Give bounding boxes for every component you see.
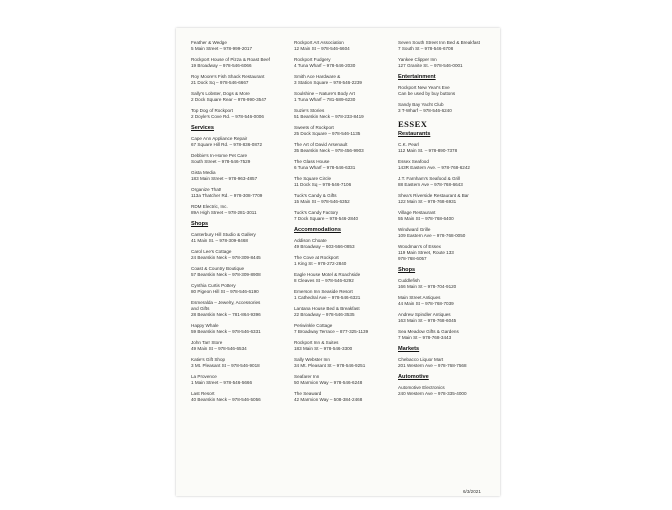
column-middle xyxy=(294,40,396,408)
listing-name: Soulshine – Nature's Body Art xyxy=(294,91,355,96)
listing-name: Cynthia Curtis Pottery xyxy=(191,283,236,288)
listing-name: Sweets of Rockport xyxy=(294,125,334,130)
listing-name: RDM Electric, Inc. xyxy=(191,204,228,209)
listing-address: South Street – 978-546-7529 xyxy=(191,159,251,164)
listing-entry xyxy=(294,289,396,301)
listing-address: 122 Main St – 978-768-6931 xyxy=(398,199,457,204)
listing-address: 7 Dock Square – 978-546-2840 xyxy=(294,216,359,221)
listing-name: Top Dog of Rockport xyxy=(191,108,233,113)
listing-name: Cape Ann Appliance Repair xyxy=(191,136,248,141)
listing-address: 163 Main St – 978-768-6045 xyxy=(398,318,457,323)
listing-entry xyxy=(294,74,396,86)
listing-entry xyxy=(294,159,396,171)
listing-entry xyxy=(398,142,498,154)
listing-entry xyxy=(294,272,396,284)
listing-address: 1 Tuna Wharf – 781-589-6230 xyxy=(294,97,356,102)
listing-address: 127 Granite St. – 978-546-0001 xyxy=(398,63,463,68)
listing-name: Carol Lee's Cottage xyxy=(191,249,232,254)
listing-entry xyxy=(191,204,291,216)
listing-name: Sandy Bay Yacht Club xyxy=(398,102,444,107)
listing-entry xyxy=(398,102,498,114)
listing-entry xyxy=(398,57,498,69)
listing-address: 55 Main St – 978-768-6400 xyxy=(398,216,454,221)
listing-entry xyxy=(191,266,291,278)
listing-address: 166 Main St – 978-704-9120 xyxy=(398,284,457,289)
listing-entry xyxy=(398,385,498,397)
listing-address: 5 Main Street – 978-999-2017 xyxy=(191,46,253,51)
listing-name: Sally Webster Inn xyxy=(294,357,330,362)
listing-entry xyxy=(398,40,498,52)
listing-name: The Glass House xyxy=(294,159,330,164)
listing-address: 67 Square Hill Rd. – 978-836-0872 xyxy=(191,142,262,147)
listing-name: Shea's Riverside Restaurant & Bar xyxy=(398,193,469,198)
listing-name: Seafarer Inn xyxy=(294,374,320,379)
listing-address: 88 Eastern Ave – 978-768-6643 xyxy=(398,182,463,187)
listing-address: 2 Doyle's Cove Rd. – 978-546-0006 xyxy=(191,114,264,119)
listing-address: 40 Bearskin Neck – 978-546-5056 xyxy=(191,397,261,402)
listing-address: 50 Marmion Way – 978-546-6248 xyxy=(294,380,363,385)
listing-name: Tuck's Candy Factory xyxy=(294,210,339,215)
listing-address: 240 Western Ave – 978-335-4000 xyxy=(398,391,467,396)
listing-address: 35 Bearskin Neck – 978-456-9903 xyxy=(294,148,364,153)
listing-entry xyxy=(294,193,396,205)
listing-address: Can be used by buy buttons xyxy=(398,91,456,96)
listing-address: 7 Main St – 978-768-3443 xyxy=(398,335,452,340)
listing-address: 44 Main St – 978-768-7039 xyxy=(398,301,454,306)
listing-name: Last Resort xyxy=(191,391,215,396)
listing-name: Eagle House Motel & Roachside xyxy=(294,272,361,277)
listing-name: Windward Grille xyxy=(398,227,431,232)
listing-name: Main Street Antiques xyxy=(398,295,441,300)
listing-name: Automotive Electronics xyxy=(398,385,445,390)
listing-address: 3 Station Square – 978-546-2239 xyxy=(294,80,362,85)
listing-name: Andrew Spindler Antiques xyxy=(398,312,451,317)
listing-address: 80 Pigeon Hill St – 978-546-6190 xyxy=(191,289,259,294)
listing-entry xyxy=(191,374,291,386)
listing-entry xyxy=(191,232,291,244)
listing-entry xyxy=(191,300,291,318)
listing-name: Seven South Street Inn Bed & Breakfast xyxy=(398,40,480,45)
listing-address: 3 Mt. Pleasant St – 978-546-9018 xyxy=(191,363,260,368)
section-heading: Services xyxy=(191,125,215,131)
listing-name: Coast & Country Boutique xyxy=(191,266,245,271)
listing-name: Rockport Inn & Suites xyxy=(294,340,339,345)
listing-name: Chebacco Liquor Mart xyxy=(398,357,444,362)
listing-name: Organize That! xyxy=(191,187,222,192)
listing-address: 183 Main St – 978-546-3300 xyxy=(294,346,353,351)
listing-address: 3 T-Wharf – 978-546-6240 xyxy=(398,108,452,113)
listing-address: 34 Mt. Pleasant St – 978-546-9251 xyxy=(294,363,366,368)
listing-name: Rockport Fudgery xyxy=(294,57,331,62)
listing-address: 22 Broadway – 978-546-3535 xyxy=(294,312,355,317)
listing-entry xyxy=(398,357,498,369)
listing-address: 1 Main Street – 978-546-5666 xyxy=(191,380,253,385)
listing-entry xyxy=(294,210,396,222)
listing-entry xyxy=(294,125,396,137)
footer-date: 6/3/2021 xyxy=(463,489,481,494)
listing-name: The Square Circle xyxy=(294,176,332,181)
section-heading: Restaurants xyxy=(398,131,431,137)
section-heading: Entertainment xyxy=(398,74,436,80)
listing-entry xyxy=(191,357,291,369)
listing-address: 143R Eastern Ave. – 978-768-6242 xyxy=(398,165,470,170)
listing-address: 4 Tuna Wharf – 978-546-2030 xyxy=(294,63,356,68)
listing-entry xyxy=(294,374,396,386)
listing-name: The Cove at Rockport xyxy=(294,255,339,260)
listing-name: Rockport New Year's Eve xyxy=(398,85,450,90)
section-heading: Shops xyxy=(191,221,209,227)
listing-name: Sea Meadow Gifts & Gardens xyxy=(398,329,459,334)
listing-phone: 978-768-6057 xyxy=(398,256,427,261)
listing-entry xyxy=(294,391,396,403)
listing-name: C.K. Pearl xyxy=(398,142,419,147)
listing-entry xyxy=(294,238,396,250)
listing-address: 2 Dock Square Rear – 978-990-3547 xyxy=(191,97,267,102)
listing-name-cont: and Gifts xyxy=(191,306,210,311)
listing-name: Debbie's In-Home Pet Care xyxy=(191,153,248,158)
listing-entry xyxy=(191,187,291,199)
listing-entry xyxy=(191,136,291,148)
listing-entry xyxy=(398,193,498,205)
listing-entry xyxy=(294,357,396,369)
listing-name: Cuddlefish xyxy=(398,278,420,283)
column-right xyxy=(398,40,498,402)
listing-address: 59 Bearskin Neck – 978-546-6331 xyxy=(191,329,261,334)
listing-address: 49 Main St – 978-546-6534 xyxy=(191,346,247,351)
listing-address: 113a Thatcher Rd. – 978-308-7709 xyxy=(191,193,263,198)
listing-name: Katie's Gift Shop xyxy=(191,357,226,362)
listing-entry xyxy=(294,255,396,267)
listing-name: Woodman's of Essex xyxy=(398,244,441,249)
listing-entry xyxy=(191,153,291,165)
listing-entry xyxy=(294,340,396,352)
listing-name: Essex Seafood xyxy=(398,159,429,164)
listing-entry xyxy=(398,244,498,262)
listing-address: 8 Cleaves St – 978-546-6292 xyxy=(294,278,354,283)
listing-address: 42 Marmion Way – 508-384-2468 xyxy=(294,397,363,402)
listing-address: 57 Bearskin Neck – 978-309-8908 xyxy=(191,272,261,277)
listing-name: Smith Ace Hardware & xyxy=(294,74,341,79)
listing-address: 6 Tuna Wharf – 978-546-6331 xyxy=(294,165,356,170)
listing-address: 51 Bearskin Neck – 978-233-8419 xyxy=(294,114,364,119)
listing-name: Village Restaurant xyxy=(398,210,436,215)
listing-address: 7 South St – 978-546-6708 xyxy=(398,46,454,51)
listing-name: Suzie's Stories xyxy=(294,108,325,113)
listing-entry xyxy=(294,142,396,154)
listing-name: Happy Whale xyxy=(191,323,219,328)
listing-address: 109 Eastern Ave – 978-768-0050 xyxy=(398,233,466,238)
listing-entry xyxy=(191,170,291,182)
listing-address: 21 Dock Sq – 978-546-6667 xyxy=(191,80,249,85)
section-heading: Markets xyxy=(398,346,420,352)
listing-name: Rockport House of Pizza & Roast Beef xyxy=(191,57,270,62)
listing-name: Addison Choate xyxy=(294,238,327,243)
listing-entry xyxy=(398,278,498,290)
listing-name: Esmeralda – Jewelry, Accessories xyxy=(191,300,261,305)
listing-address: 41 Main St. – 978-309-8468 xyxy=(191,238,248,243)
document-page xyxy=(176,28,500,496)
listing-address: 183 Main Street – 978-963-4857 xyxy=(191,176,258,181)
listing-address: 12 Main St – 978-546-6604 xyxy=(294,46,350,51)
listing-entry xyxy=(294,306,396,318)
listing-address: 49 Broadway – 603-566-0853 xyxy=(294,244,355,249)
section-heading: Automotive xyxy=(398,374,429,380)
listing-name: La Provence xyxy=(191,374,217,379)
section-heading: Shops xyxy=(398,267,416,273)
listing-address: 7 Broadway Terrace – 877-325-1139 xyxy=(294,329,369,334)
listing-entry xyxy=(294,40,396,52)
listing-name: J.T. Farnham's Seafood & Grill xyxy=(398,176,461,181)
listing-name: Rockport Art Association xyxy=(294,40,344,45)
listing-address: 201 Western Ave – 978-768-7568 xyxy=(398,363,467,368)
listing-entry xyxy=(398,85,498,97)
listing-address: 112 Main St. – 978-890-7378 xyxy=(398,148,458,153)
listing-name: Tuck's Candy & Gifts xyxy=(294,193,337,198)
listing-entry xyxy=(294,91,396,103)
listing-name: Periwinkle Cottage xyxy=(294,323,333,328)
listing-entry xyxy=(191,249,291,261)
listing-address: 1 King St – 978-272-2840 xyxy=(294,261,347,266)
listing-entry xyxy=(398,176,498,188)
listing-name: Yankee Clipper Inn xyxy=(398,57,437,62)
listing-name: Canterbury Hill Studio & Gallery xyxy=(191,232,256,237)
listing-name: Feather & Wedge xyxy=(191,40,227,45)
listing-entry xyxy=(294,176,396,188)
listing-entry xyxy=(191,91,291,103)
listing-name: Gista Media xyxy=(191,170,216,175)
listing-address: 25 Dock Square – 978-546-1135 xyxy=(294,131,361,136)
listing-entry xyxy=(294,57,396,69)
listing-entry xyxy=(191,108,291,120)
listing-entry xyxy=(398,329,498,341)
listing-entry xyxy=(191,323,291,335)
listing-entry xyxy=(191,57,291,69)
listing-name: Emerson Inn Seaside Resort xyxy=(294,289,353,294)
listing-name: Sally's Lobster, Dogs & More xyxy=(191,91,250,96)
listing-address: 24 Bearskin Neck – 978-309-8445 xyxy=(191,255,261,260)
listing-name: Lantana House Bed & Breakfast xyxy=(294,306,360,311)
listing-entry xyxy=(191,74,291,86)
listing-entry xyxy=(191,340,291,352)
listing-entry xyxy=(398,295,498,307)
listing-address: 11 Dock Sq – 978-546-7106 xyxy=(294,182,352,187)
listing-entry xyxy=(294,323,396,335)
column-left xyxy=(191,40,291,408)
listing-name: Roy Moore's Fish Shack Restaurant xyxy=(191,74,265,79)
listing-entry xyxy=(191,283,291,295)
listing-name: John Tarr Store xyxy=(191,340,223,345)
listing-entry xyxy=(398,159,498,171)
listing-entry xyxy=(191,40,291,52)
listing-address: 19 Broadway – 978-546-6066 xyxy=(191,63,252,68)
listing-address: 28 Bearskin Neck – 781-864-9396 xyxy=(191,312,261,317)
listing-name: The Seaward xyxy=(294,391,322,396)
listing-entry xyxy=(294,108,396,120)
listing-address: 119 Main Street, Route 133 xyxy=(398,250,454,255)
listing-address: 1 Cathedral Ave – 978-546-6321 xyxy=(294,295,361,300)
listing-address: 15 Main St – 978-546-6352 xyxy=(294,199,350,204)
town-heading: ESSEX xyxy=(398,119,428,129)
listing-entry xyxy=(398,312,498,324)
section-heading: Accommodations xyxy=(294,227,341,233)
listing-name: The Art of David Arsenault xyxy=(294,142,348,147)
listing-address: 89A High Street – 978-281-3011 xyxy=(191,210,257,215)
listing-entry xyxy=(398,227,498,239)
listing-entry xyxy=(191,391,291,403)
listing-entry xyxy=(398,210,498,222)
